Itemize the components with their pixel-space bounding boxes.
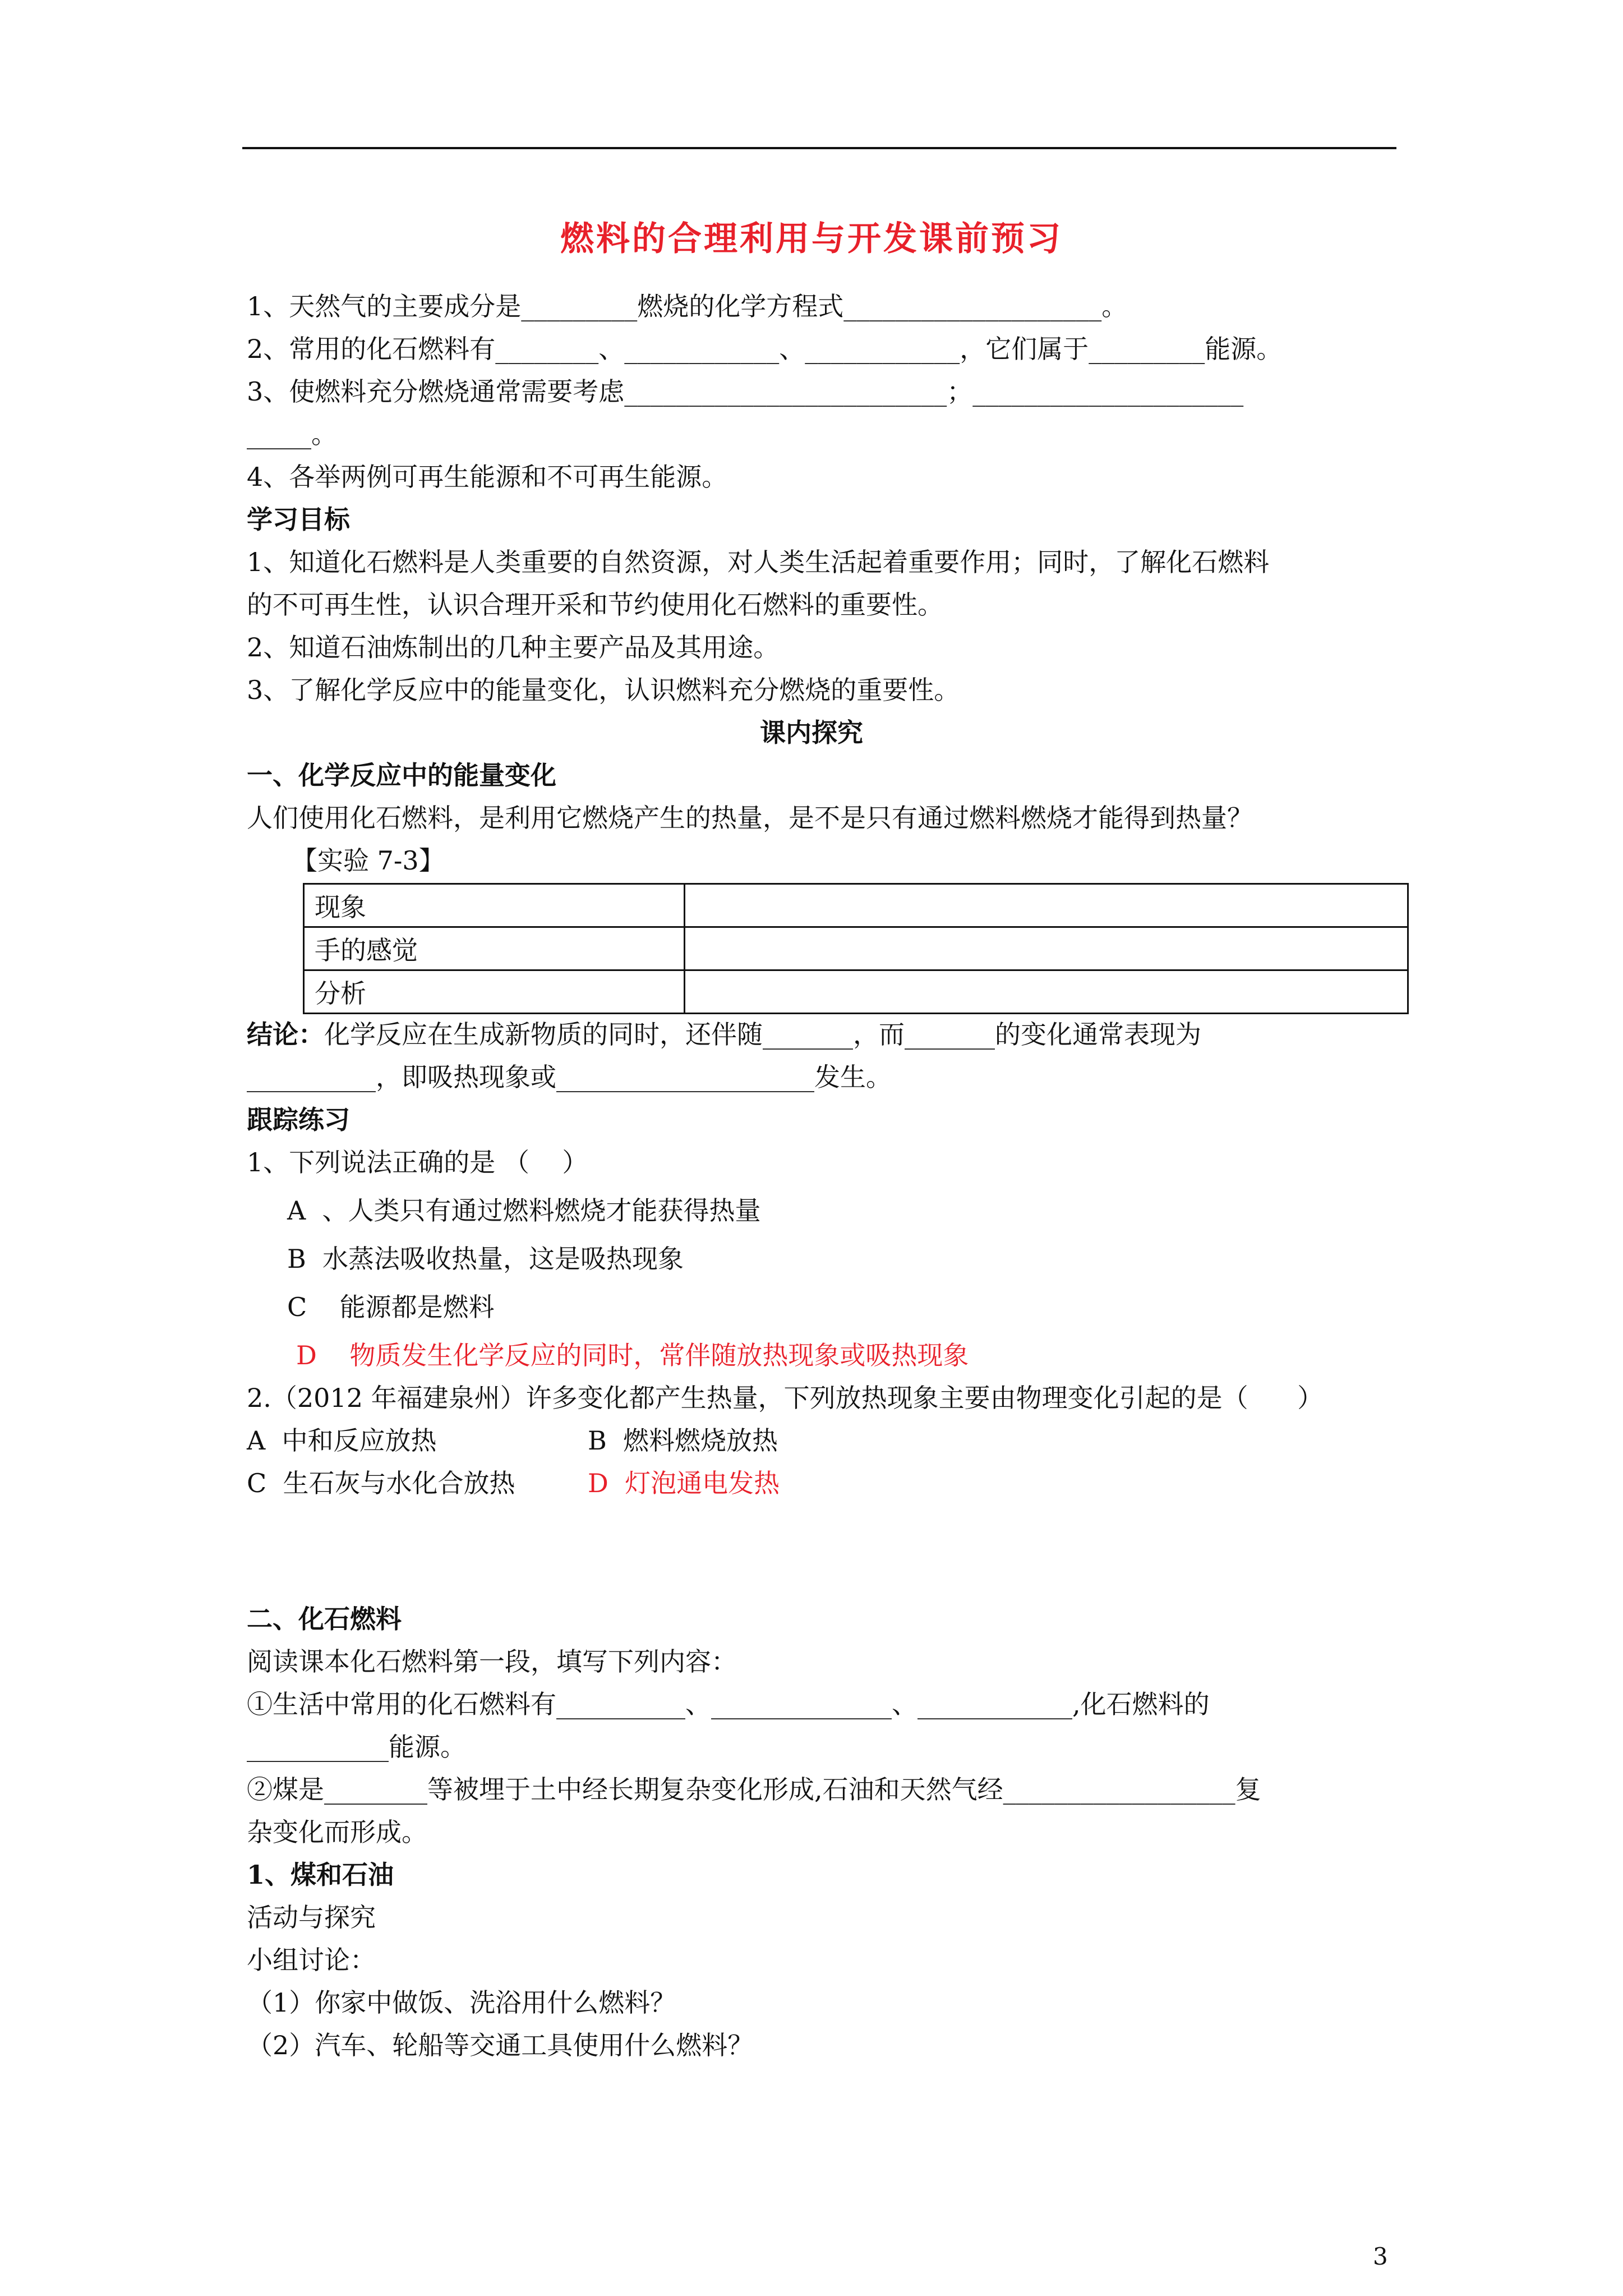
- section1-question: 人们使用化石燃料，是利用它燃烧产生的热量，是不是只有通过燃料燃烧才能得到热量？: [247, 803, 1253, 833]
- practice-heading: 跟踪练习: [247, 1105, 350, 1135]
- table-cell-value: [685, 927, 1408, 970]
- preview-q4: 4、各举两例可再生能源和不可再生能源。: [247, 462, 728, 492]
- q1-option-a: A 、人类只有通过燃料燃烧才能获得热量: [287, 1195, 761, 1226]
- q1-option-c: C 能源都是燃料: [287, 1292, 495, 1322]
- q2-option-c: C 生石灰与水化合放热: [247, 1468, 515, 1498]
- section2-intro: 阅读课本化石燃料第一段，填写下列内容：: [247, 1646, 737, 1677]
- table-cell-value: [685, 970, 1408, 1014]
- preview-q1: 1、天然气的主要成分是_________燃烧的化学方程式____________________。: [247, 291, 1128, 321]
- experiment-label: 【实验 7-3】: [292, 845, 445, 876]
- activity-label: 活动与探究: [247, 1902, 376, 1932]
- conclusion-line-2: __________，即吸热现象或____________________发生。: [247, 1062, 892, 1092]
- conclusion-label: 结论：: [247, 1019, 324, 1050]
- goal-item: 2、知道石油炼制出的几种主要产品及其用途。: [247, 632, 780, 662]
- preview-q3-cont: _____。: [247, 419, 337, 449]
- table-cell-value: [685, 884, 1408, 927]
- inclass-heading: 课内探究: [760, 717, 863, 748]
- section2-item1-cont: ___________能源。: [247, 1732, 466, 1762]
- table-cell-label: 现象: [304, 884, 685, 927]
- conclusion-line: 结论：化学反应在生成新物质的同时，还伴随_______，而_______的变化通常表现为: [247, 1019, 1201, 1050]
- header-rule: [242, 147, 1396, 149]
- q2-option-b: B 燃料燃烧放热: [588, 1425, 778, 1456]
- page-title: 燃料的合理利用与开发课前预习: [560, 219, 1063, 259]
- section2-item2-cont: 杂变化而形成。: [247, 1817, 427, 1847]
- section2-item2: ②煤是________等被埋于土中经长期复杂变化形成,石油和天然气经__________________复: [247, 1774, 1261, 1805]
- practice-q2: 2.（2012 年福建泉州）许多变化都产生热量，下列放热现象主要由物理变化引起的是（ ）: [247, 1383, 1324, 1413]
- discussion-question: （2）汽车、轮船等交通工具使用什么燃料？: [247, 2030, 754, 2060]
- q2-option-a: A 中和反应放热: [247, 1425, 437, 1456]
- q1-option-b: B 水蒸法吸收热量，这是吸热现象: [287, 1244, 684, 1274]
- section2-heading: 二、化石燃料: [247, 1604, 402, 1634]
- discussion-question: （1）你家中做饭、洗浴用什么燃料？: [247, 1987, 676, 2018]
- goal-item: 3、了解化学反应中的能量变化，认识燃料充分燃烧的重要性。: [247, 675, 960, 705]
- table-row: [304, 884, 1408, 927]
- goal-item: 的不可再生性，认识合理开采和节约使用化石燃料的重要性。: [247, 590, 943, 620]
- page-number: 3: [1373, 2243, 1388, 2270]
- discussion-label: 小组讨论：: [247, 1945, 376, 1975]
- q1-option-d-answer: D 物质发生化学反应的同时，常伴随放热现象或吸热现象: [296, 1340, 969, 1370]
- practice-q1: 1、下列说法正确的是 （ ）: [247, 1147, 588, 1177]
- coal-oil-heading: 1、煤和石油: [247, 1860, 394, 1890]
- q2-option-d-answer: D 灯泡通电发热: [588, 1468, 780, 1498]
- table-row: [304, 927, 1408, 970]
- table-row: [304, 970, 1408, 1014]
- experiment-table: [303, 883, 1409, 1014]
- table-cell-label: 手的感觉: [304, 927, 685, 970]
- goals-heading: 学习目标: [247, 504, 350, 535]
- preview-q2: 2、常用的化石燃料有________、____________、____________，它们属于_________能源。: [247, 334, 1283, 364]
- table-cell-label: 分析: [304, 970, 685, 1014]
- goal-item: 1、知道化石燃料是人类重要的自然资源，对人类生活起着重要作用；同时，了解化石燃料: [247, 547, 1270, 577]
- section1-heading: 一、化学反应中的能量变化: [247, 760, 556, 790]
- section2-item1: ①生活中常用的化石燃料有__________、______________、____________,化石燃料的: [247, 1689, 1210, 1719]
- preview-q3: 3、使燃料充分燃烧通常需要考虑_________________________；_____________________: [247, 376, 1244, 407]
